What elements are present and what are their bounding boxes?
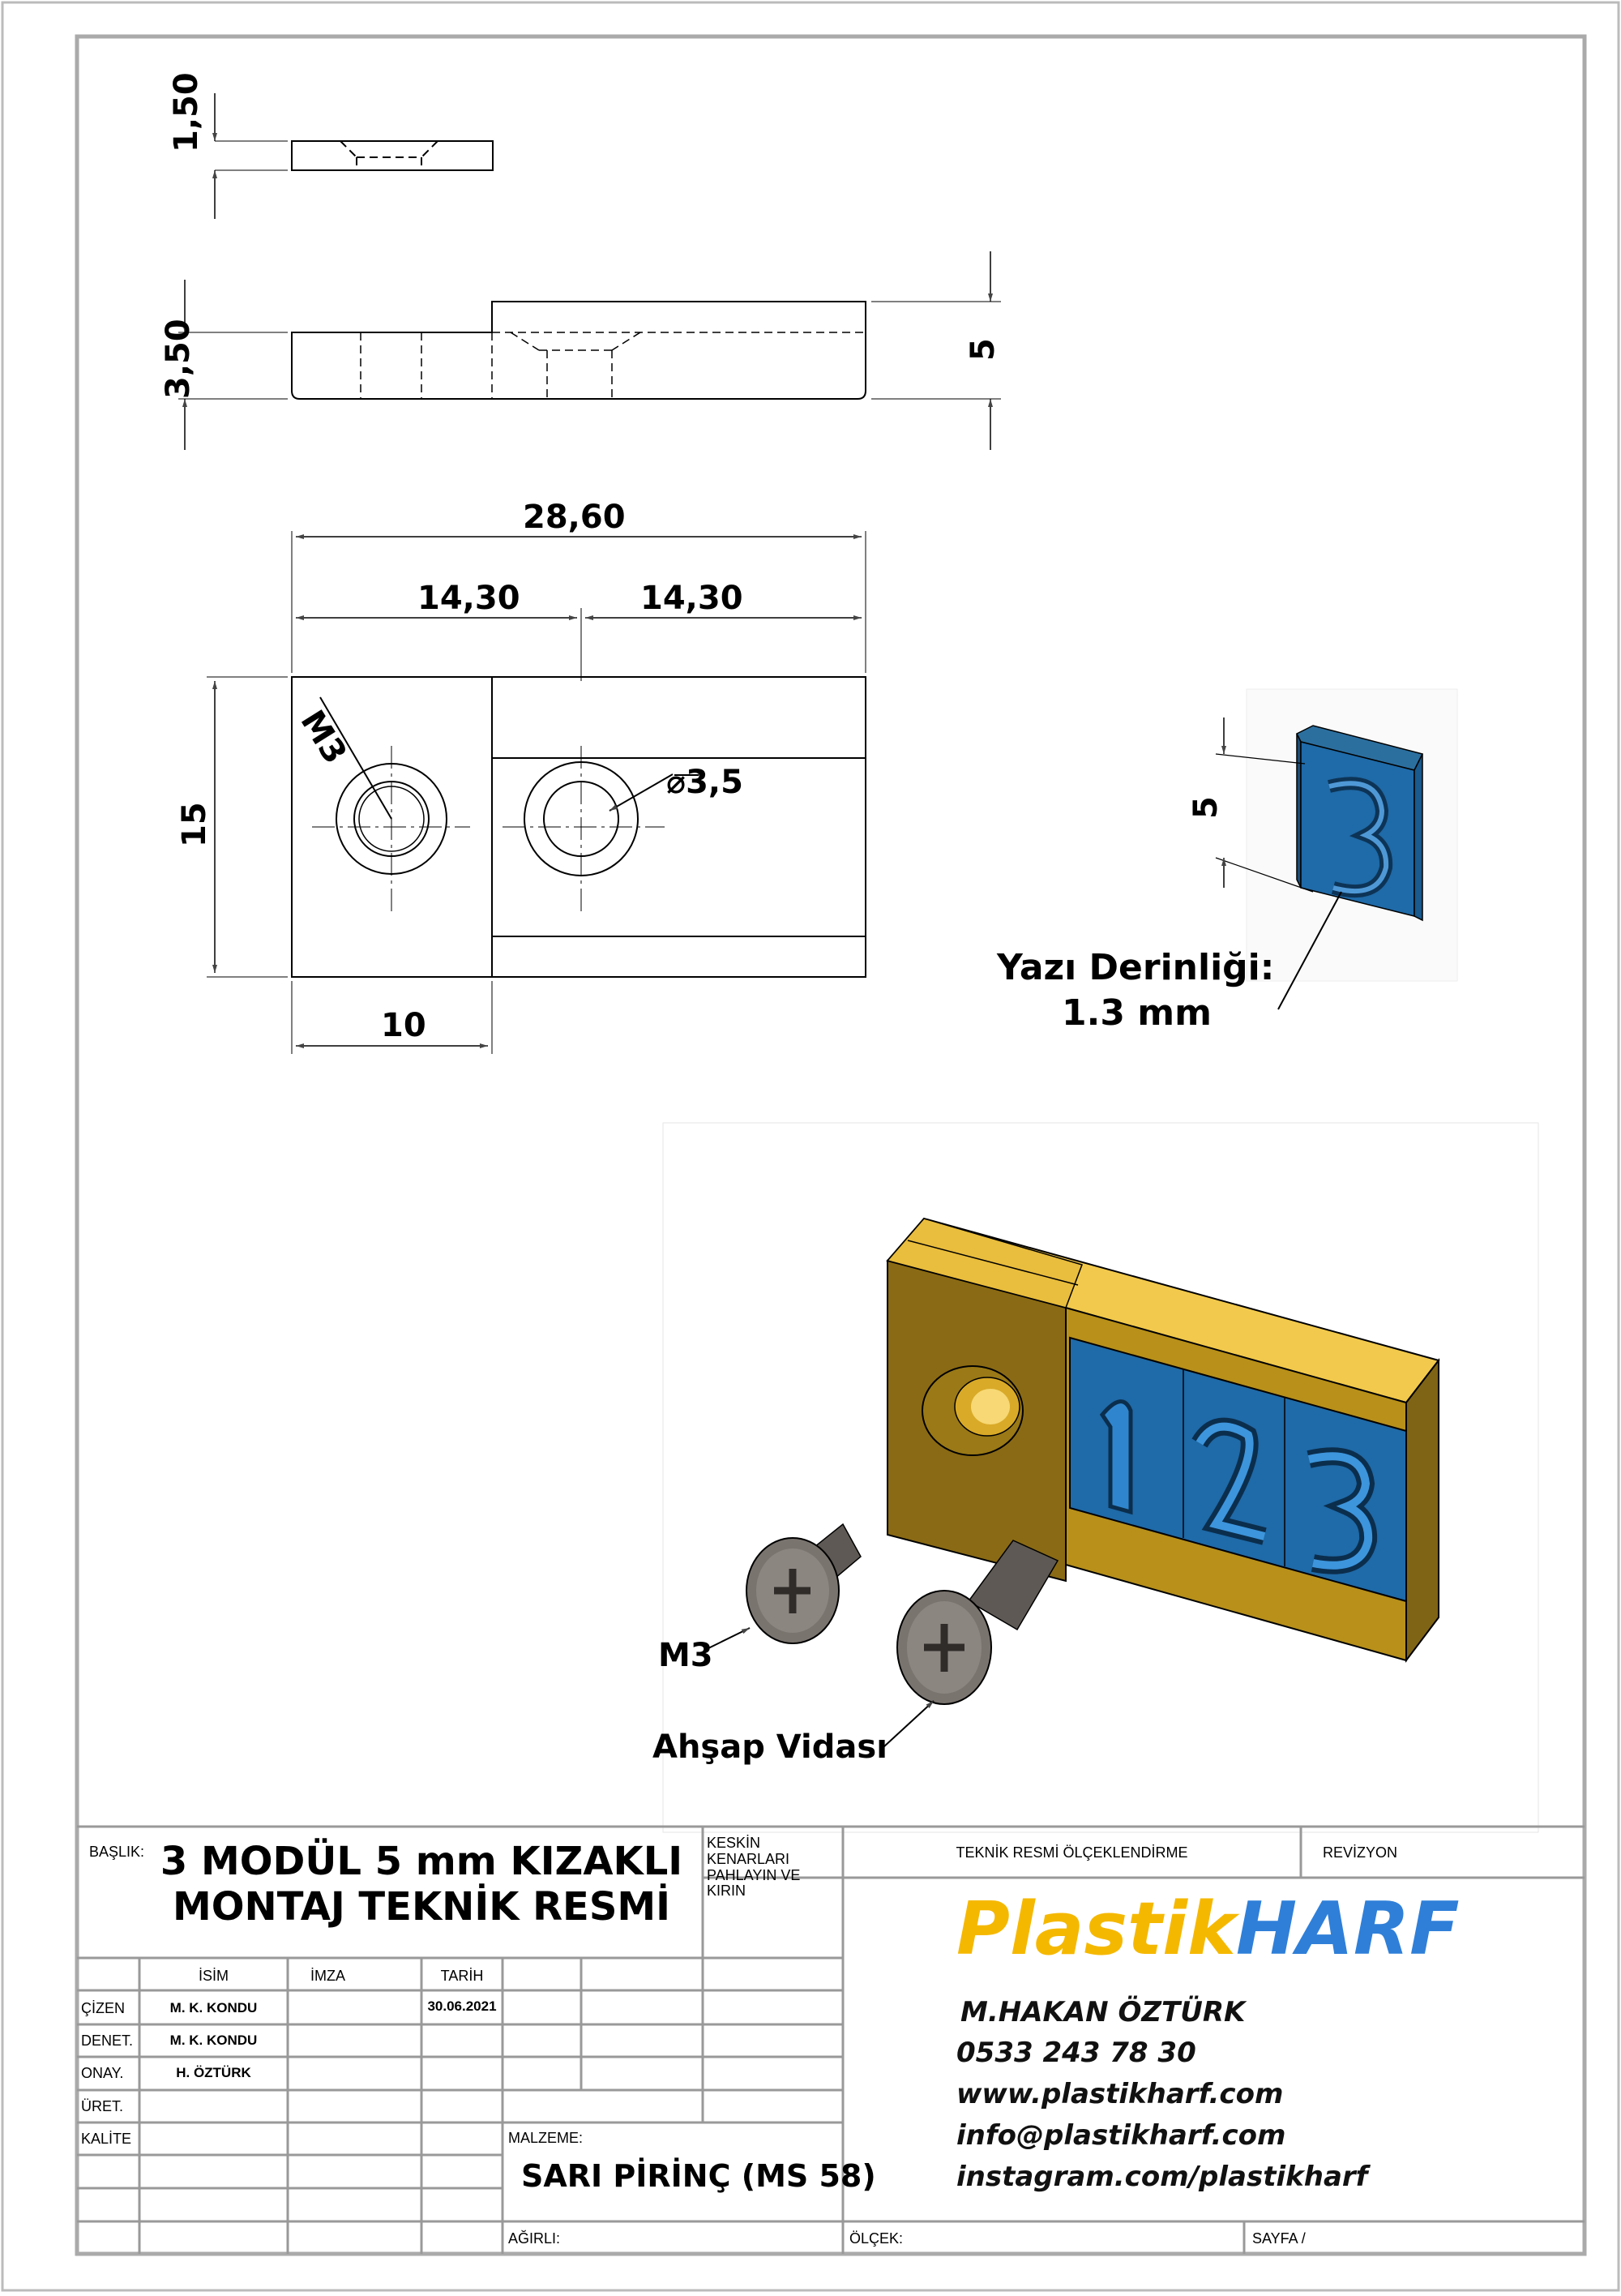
wood-screw-label: Ahşap Vidası [652,1728,887,1766]
dim-height: 15 [176,802,213,847]
row-role: ÜRET. [81,2098,124,2114]
diameter-symbol-icon: ⌀ [666,764,686,801]
brand-owner-name: M.HAKAN ÖZTÜRK [960,1996,1246,2028]
dim-half-right: 14,30 [640,580,743,617]
brand-logo-part2: HARF [1235,1887,1460,1972]
dim-top-thickness: 1,50 [168,72,205,152]
drawing-title-line1: 3 MODÜL 5 mm KIZAKLI [160,1839,683,1884]
sheet-label: SAYFA / [1252,2230,1306,2247]
row-role: KALİTE [81,2131,132,2147]
side-view [178,251,1001,450]
dim-total-width: 28,60 [523,499,626,536]
row-name: M. K. KONDU [169,2000,258,2015]
dim-hole-diameter [666,766,743,799]
drawing-title-line2: MONTAJ TEKNİK RESMİ [172,1884,671,1930]
col-sign-header: İMZA [310,1968,345,1984]
dim-side-step: 3,50 [160,319,197,399]
col-date-header: TARİH [440,1968,484,1984]
weight-label: AĞIRLI: [508,2230,561,2247]
row-role: ONAY. [81,2065,124,2081]
row-name: M. K. KONDU [169,2033,258,2048]
row-role: ÇİZEN [81,2000,125,2016]
thin-plate-view [215,93,493,219]
brand-instagram: instagram.com/plastikharf [956,2161,1368,2193]
dim-pocket-width: 10 [381,1007,426,1044]
edges-note: KESKİN KENARLARI PAHLAYIN VE KIRIN [707,1835,801,1900]
material-value: SARI PİRİNÇ (MS 58) [521,2158,876,2194]
brand-logo [956,1887,1460,1972]
row-date: 30.06.2021 [427,1998,497,2014]
revision-label: REVİZYON [1323,1844,1398,1861]
front-view [207,531,866,1054]
brand-logo-part1: Plastik [956,1887,1236,1972]
dim-hole-thread: M3 [293,704,354,771]
material-label: MALZEME: [508,2130,584,2146]
scale-label: ÖLÇEK: [849,2230,904,2247]
brand-email: info@plastikharf.com [956,2119,1286,2152]
col-name-header: İSİM [198,1968,229,1984]
text-depth-value: 1.3 mm [1062,992,1212,1034]
brand-phone: 0533 243 78 30 [956,2037,1196,2069]
dim-hole-diameter-value: 3,5 [686,764,743,801]
row-name: H. ÖZTÜRK [176,2065,251,2080]
scaling-label: TEKNİK RESMİ ÖLÇEKLENDİRME [956,1844,1188,1861]
dim-detail-height: 5 [1187,796,1225,819]
dim-half-left: 14,30 [417,580,520,617]
baslik-label: BAŞLIK: [89,1844,145,1860]
row-role: DENET. [81,2033,134,2049]
text-depth-label: Yazı Derinliği: [997,947,1275,988]
brand-website: www.plastikharf.com [956,2078,1284,2110]
isometric-assembly [663,1123,1538,1832]
dim-side-total: 5 [964,338,1002,361]
screw-m3-label: M3 [658,1637,713,1674]
